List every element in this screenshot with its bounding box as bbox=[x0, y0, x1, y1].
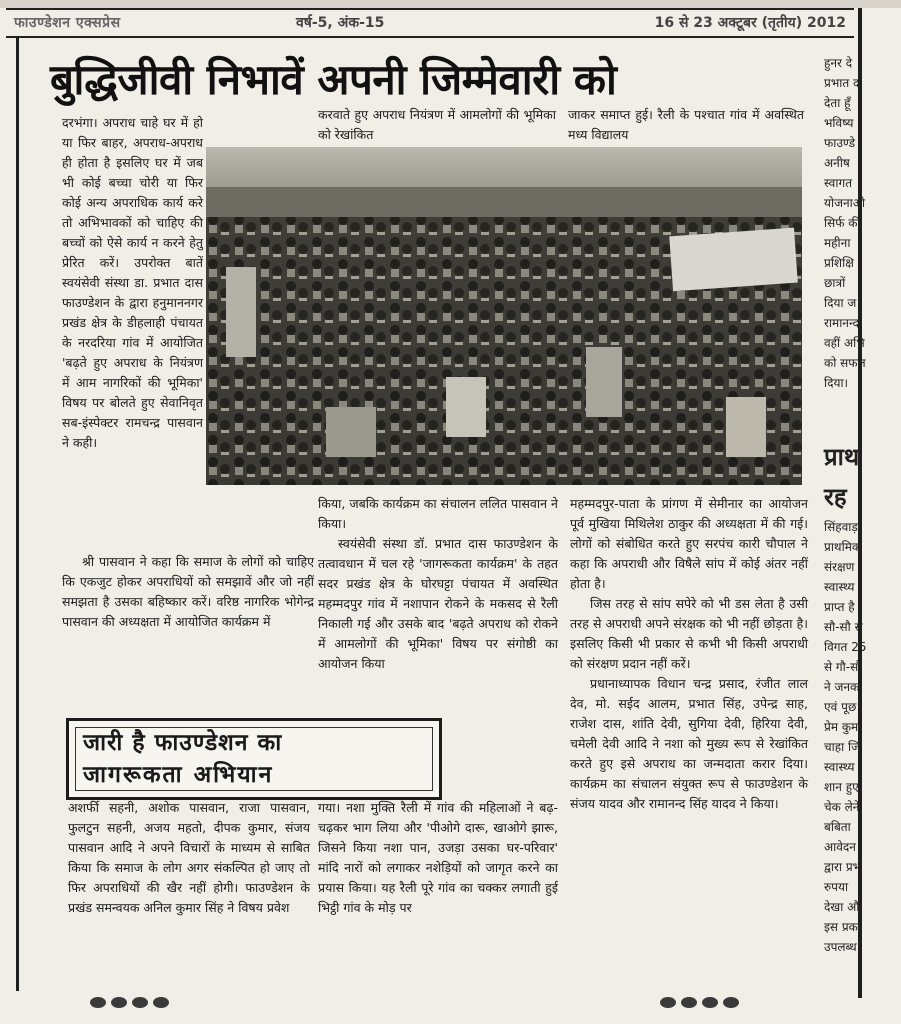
side-line: महीना bbox=[824, 236, 851, 250]
dot bbox=[702, 997, 718, 1008]
side-line: दिया। bbox=[824, 376, 849, 390]
column-1-para-1: दरभंगा। अपराध चाहे घर में हो या फिर बाहर, अपराध-अपराध ही होता है इसलिए घर में जब भी कोई बच्चा चोरी या फिर कोई अन्य अपराधिक कार्य करे तो अभिभावकों को चाहिए की बच्चों को ऐसे कार्य न करने हेतु प्रेरित करें। उपरोक्त बातें स्वयंसेवी संस्था डा. प्रभात दास फाउण्डेशन के द्वारा हनुमाननगर प्रखंड क्षेत्र के डीहलाही पंचायत के नरदरिया गांव में आयोजित 'बढ़ते हुए अपराध के नियंत्रण में आम नागरिकों की भूमिका' विषय पर बोलते हुए सेवानिवृत सब-इंस्पेक्टर रामचन्द्र पासवान ने कही। bbox=[62, 115, 203, 450]
dot bbox=[90, 997, 106, 1008]
torn-top-strip bbox=[0, 0, 901, 8]
side-line: बबिता bbox=[824, 820, 851, 834]
dot bbox=[681, 997, 697, 1008]
side-line: संरक्षण bbox=[824, 560, 855, 574]
side-line: प्रेम कुमा bbox=[824, 720, 862, 734]
side-line: हुनर दे bbox=[824, 56, 853, 70]
column-3-body bbox=[570, 494, 808, 814]
column-3-para-2: जिस तरह से सांप सपेरे को भी डस लेता है उसी तरह से अपराधी अपने संरक्षक को भी नहीं छोड़ता है। इसलिए किसी भी प्रकार से कभी भी किसी अपराधी को संरक्षण प्रदान नहीं करें। bbox=[570, 596, 808, 671]
crowd-photo bbox=[206, 147, 802, 485]
column-1-para-2: श्री पासवान ने कहा कि समाज के लोगों को चाहिए कि एकजुट होकर अपराधियों को समझावें और जो नहीं समझता है उसका बहिष्कार करें। वरिष्ठ नागरिक भोगेन्द्र पासवान की अध्यक्षता में आयोजित कार्यक्रम में bbox=[62, 554, 314, 629]
side-line: विगत 25 bbox=[824, 640, 867, 654]
side-line: स्वास्थ्य bbox=[824, 580, 855, 594]
side-line: उपलब्ध bbox=[824, 940, 857, 954]
subheadline-line-2: जागरूकता अभियान bbox=[83, 762, 274, 788]
column-2-top-text: करवाते हुए अपराध नियंत्रण में आमलोगों की भूमिका को रेखांकित bbox=[318, 107, 556, 142]
subheadline-box bbox=[66, 718, 442, 800]
paper-name: फाउण्डेशन एक्सप्रेस bbox=[14, 15, 121, 31]
side-line: द्वारा प्रभ bbox=[824, 860, 862, 874]
column-3-para-3: प्रधानाध्यापक विधान चन्द्र प्रसाद, रंजीत लाल देव, मो. सईद आलम, प्रभात सिंह, उपेन्द्र साह, राजेश दास, शांति देवी, सुगिया देवी, हिरिया देवी, चमेली देवी आदि ने नशा को मुख्य रूप से रेखांकित करते हुए इसे अपराध का जन्मदाता करार दिया। कार्यक्रम का संचालन संयुक्त रूप से फाउण्डेशन के संजय यादव और रामानन्द सिंह यादव ने किया। bbox=[570, 676, 808, 811]
column-1-para-3: अशर्फी सहनी, अशोक पासवान, राजा पासवान, फुलटुन सहनी, अजय महतो, दीपक कुमार, संजय पासवान आदि ने अपने विचारों के माध्यम से साबित किया कि समाज के लोग अगर संकल्पित हो जाए तो फिर अपराधियों की खैर नहीं होगी। फाउण्डेशन के प्रखंड समन्वयक अनिल कुमार सिंह ने विषय प्रवेश bbox=[68, 800, 310, 915]
issue-date: 16 से 23 अक्टूबर (तृतीय) 2012 bbox=[654, 15, 846, 31]
side-line: चेक लेने bbox=[824, 800, 860, 814]
side-line: प्राथमिक bbox=[824, 540, 862, 554]
side-heading-2: रह bbox=[824, 483, 847, 511]
column-3-top-text: जाकर समाप्त हुई। रैली के पश्चात गांव में अवस्थित मध्य विद्यालय bbox=[568, 107, 804, 142]
column-2-lower bbox=[318, 798, 558, 918]
side-line: प्रशिक्षि bbox=[824, 256, 854, 270]
side-line: देता हूँ bbox=[824, 96, 851, 110]
side-line: स्वागत bbox=[824, 176, 853, 190]
side-line: प्राप्त है bbox=[824, 600, 855, 614]
column-2-top bbox=[318, 105, 556, 145]
dot bbox=[132, 997, 148, 1008]
column-2-para-3: गया। नशा मुक्ति रैली में गांव की महिलाओं ने बढ़-चढ़कर भाग लिया और 'पीओगे दारू, खाओगे झारू, जिसने किया नशा पान, उजड़ा उसका घर-परिवार' मांदि नारों को लगाकर नशेड़ियों को जागृत करने का प्रयास किया। यह रैली पूरे गांव का चक्कर लगाती हुई भिट्ठी गांव के मोड़ पर bbox=[318, 800, 558, 915]
side-line: स्वास्थ्य bbox=[824, 760, 855, 774]
decorative-dots-right bbox=[660, 993, 744, 1005]
side-line: आवेदन bbox=[824, 840, 856, 854]
side-line: छात्रों bbox=[824, 276, 846, 290]
side-line: सौ-सौ स bbox=[824, 620, 863, 634]
column-3-para-1: महम्मदपुर-पाता के प्रांगण में सेमीनार का आयोजन पूर्व मुखिया मिथिलेश ठाकुर की अध्यक्षता में की गई। लोगों को संबोधित करते हुए सरपंच कारी चौपाल ने कहा कि अपराधी और विषैले सांप में कोई अंतर नहीं होता है। bbox=[570, 496, 808, 591]
side-line: प्रभात द bbox=[824, 76, 860, 90]
side-line: अनीष bbox=[824, 156, 850, 170]
side-line: चाहा जि bbox=[824, 740, 861, 754]
left-frame-rule bbox=[16, 36, 19, 991]
side-line: एवं पूछ bbox=[824, 700, 857, 714]
column-2-body bbox=[318, 494, 558, 674]
side-line: भविष्य bbox=[824, 116, 854, 130]
issue-number: वर्ष-5, अंक-15 bbox=[296, 15, 385, 31]
column-1-bottom bbox=[62, 552, 314, 632]
side-line: योजनाओ bbox=[824, 196, 866, 210]
side-line: रुपया bbox=[824, 880, 849, 894]
side-line: दिया ज bbox=[824, 296, 857, 310]
column-1-lower bbox=[68, 798, 310, 918]
dot bbox=[660, 997, 676, 1008]
side-line: रामानन्द bbox=[824, 316, 860, 330]
side-line: को सफल bbox=[824, 356, 866, 370]
side-line: इस प्रका bbox=[824, 920, 861, 934]
column-3-top bbox=[568, 105, 804, 145]
side-heading-1: प्राथ bbox=[824, 443, 860, 471]
decorative-dots-left bbox=[90, 993, 174, 1005]
dot bbox=[153, 997, 169, 1008]
subheadline-line-1: जारी है फाउण्डेशन का bbox=[83, 730, 283, 756]
article-headline: बुद्धिजीवी निभावें अपनी जिम्मेवारी को bbox=[50, 55, 617, 104]
side-line: फाउण्डे bbox=[824, 136, 856, 150]
column-1-top bbox=[62, 113, 203, 453]
side-line: देखा औ bbox=[824, 900, 860, 914]
masthead-bar bbox=[6, 8, 854, 38]
side-line: सिंहवाड़ा bbox=[824, 520, 861, 534]
column-2-para-1: किया, जबकि कार्यक्रम का संचालन ललित पासवान ने किया। bbox=[318, 496, 558, 531]
side-line: ने जनक bbox=[824, 680, 860, 694]
column-2-para-2: स्वयंसेवी संस्था डॉ. प्रभात दास फाउण्डेशन के तत्वावधान में चल रहे 'जागरूकता कार्यक्रम' के तहत सदर प्रखंड क्षेत्र के घोरघट्टा पंचायत में अवस्थित महम्मदपुर गांव में नशापान रोकने के मकसद से रैली निकाली गई और उसके बाद 'बढ़ते अपराध को रोकने में आमलोगों की भूमिका' विषय पर संगोष्ठी का आयोजन किया bbox=[318, 536, 558, 671]
side-line: शान हुए bbox=[824, 780, 859, 794]
adjacent-article-column bbox=[818, 40, 901, 1000]
side-line: सिर्फ की bbox=[824, 216, 861, 230]
dot bbox=[723, 997, 739, 1008]
side-line: से गौ-सौ bbox=[824, 660, 862, 674]
side-line: वहीं अभि bbox=[824, 336, 865, 350]
dot bbox=[111, 997, 127, 1008]
